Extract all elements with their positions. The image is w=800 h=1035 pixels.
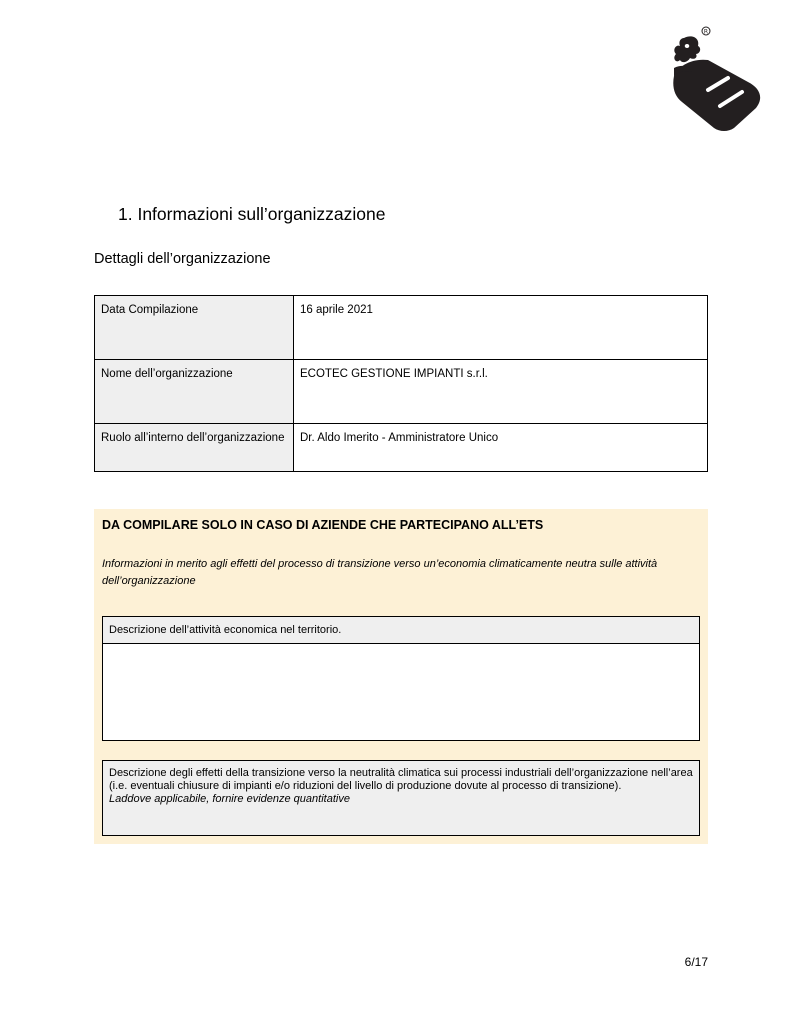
organization-details-table — [94, 295, 708, 472]
section-subheading: Dettagli dell’organizzazione — [94, 251, 271, 267]
table-row — [95, 296, 708, 360]
activity-description-box — [102, 616, 700, 741]
table-value-cell[interactable]: Dr. Aldo Imerito - Amministratore Unico — [294, 424, 708, 472]
transition-effects-box[interactable] — [102, 760, 700, 836]
table-value-cell[interactable]: 16 aprile 2021 — [294, 296, 708, 360]
table-label-cell: Ruolo all’interno dell’organizzazione — [95, 424, 294, 472]
activity-description-label: Descrizione dell’attività economica nel territorio. — [103, 617, 699, 644]
table-row — [95, 424, 708, 472]
ets-title: DA COMPILARE SOLO IN CASO DI AZIENDE CHE PARTECIPANO ALL’ETS — [102, 518, 544, 532]
table-value-cell[interactable]: ECOTEC GESTIONE IMPIANTI s.r.l. — [294, 360, 708, 424]
table-label-cell: Data Compilazione — [95, 296, 294, 360]
page-number: 6/17 — [684, 955, 708, 969]
ets-section — [94, 509, 708, 844]
registered-mark-letter: R — [703, 28, 709, 36]
ets-intro: Informazioni in merito agli effetti del processo di transizione verso un’economia climaticamente neutra sulle attività dell’organizzazione — [102, 558, 658, 587]
transition-effects-note: Laddove applicabile, fornire evidenze quantitative — [109, 793, 350, 806]
table-row — [95, 360, 708, 424]
table-label-cell: Nome dell’organizzazione — [95, 360, 294, 424]
transition-effects-label: Descrizione degli effetti della transizione verso la neutralità climatica sui processi industriali dell’organizzazione nell’area (i.e. eventuali chiusure di impianti e/o riduzioni del livello di produzione dovute al processo di transizione). — [109, 767, 693, 793]
activity-description-field[interactable] — [103, 644, 699, 734]
brand-logo-icon — [668, 24, 768, 132]
section-heading: 1. Informazioni sull’organizzazione — [118, 204, 386, 224]
